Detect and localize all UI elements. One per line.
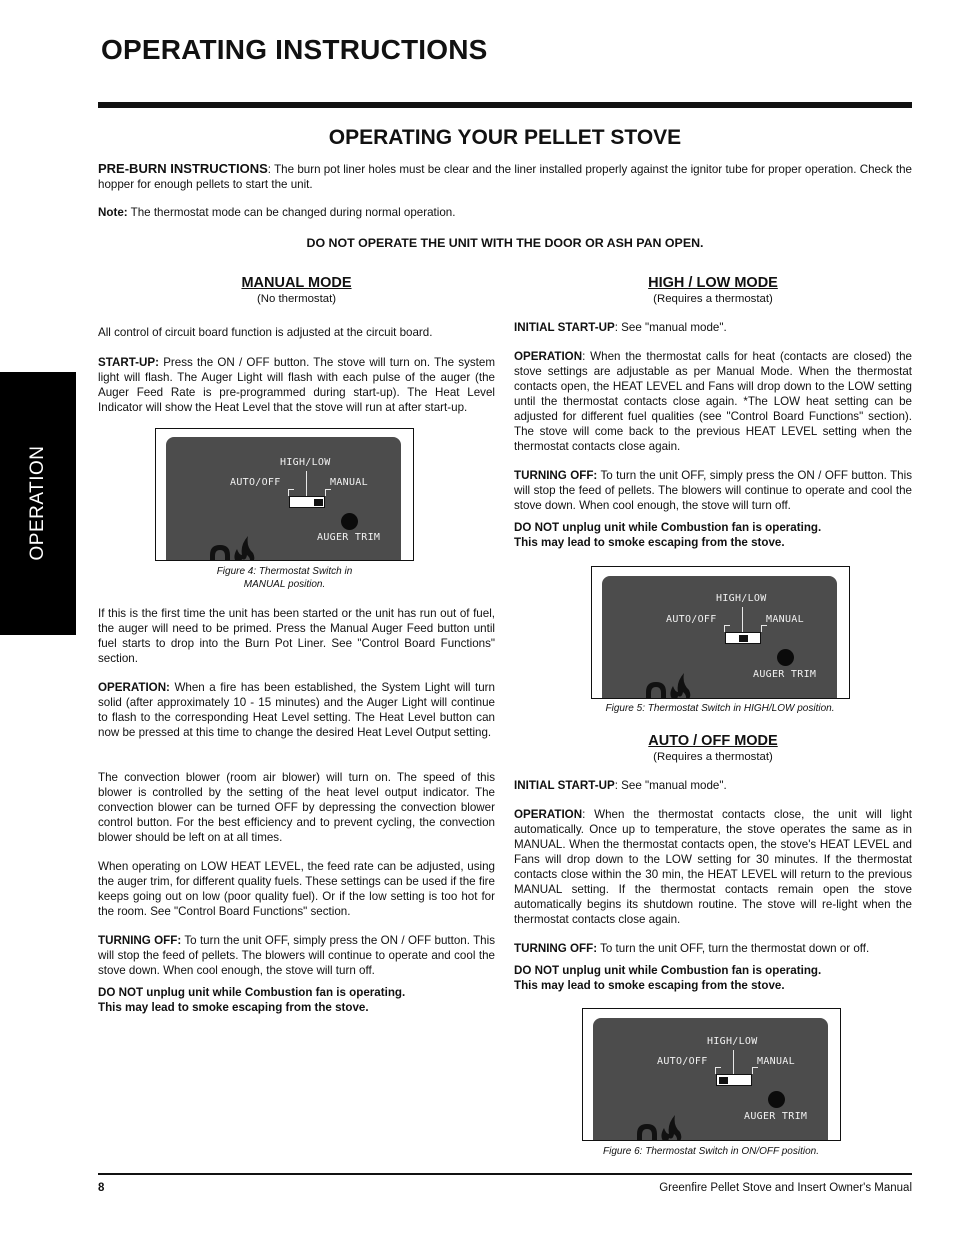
- control-panel: [593, 1018, 828, 1141]
- manual-turning-off-label: TURNING OFF:: [98, 934, 182, 947]
- flame-icon: [642, 670, 694, 699]
- section-title: OPERATING YOUR PELLET STOVE: [328, 126, 682, 149]
- high-low-turning-off-text: To turn the unit OFF, simply press the ON / OFF button. This will stop the feed of pellets. The blowers will continue to operate and cool the stove down. When cool enough, the stove will turn off.: [514, 469, 912, 512]
- side-tab: [0, 372, 76, 635]
- preburn-paragraph: [98, 161, 912, 192]
- high-low-initial-text: : See "manual mode".: [614, 321, 727, 334]
- manual-label: MANUAL: [330, 477, 368, 488]
- thermostat-switch: [725, 632, 761, 644]
- switch-knob-center: [739, 635, 748, 642]
- high-low-operation-label: OPERATION: [514, 350, 583, 363]
- auto-off-operation: [514, 807, 912, 927]
- high-low-mode-subheading: (Requires a thermostat): [653, 293, 773, 305]
- auto-off-unplug-warning: [514, 963, 912, 993]
- side-tab-label: OPERATION: [27, 445, 48, 561]
- high-low-operation-text: : When the thermostat calls for heat (contacts are closed) the stove settings are adjustable as per Manual Mode. When the thermostat contacts open, the HEAT LEVEL and Fans will drop down to the LOW setting until the thermostat contacts close again. *The LOW heat setting can be adjusted for different fuel qualities (see "Control Board Functions" section). The stove will come back to the previous HEAT LEVEL setting when the thermostat contacts close again.: [514, 350, 912, 453]
- footer-divider: [98, 1173, 912, 1175]
- high-low-turning-off: [514, 468, 912, 513]
- figure-4-caption-line2: MANUAL position.: [243, 579, 326, 590]
- auto-off-initial-label: INITIAL START-UP: [514, 779, 615, 792]
- high-low-operation: [514, 349, 912, 454]
- page-number: 8: [98, 1182, 105, 1194]
- warning-line-2: This may lead to smoke escaping from the stove.: [514, 536, 785, 549]
- auto-off-operation-text: : When the thermostat contacts close, the unit will light automatically. Once up to temperature, the stove operates the same as in MANUAL. When the thermostat contacts open, the stove's HEAT LEVEL and Fans will drop down to the LOW setting for 30 minutes. If the thermostat contacts close within the 30 min, the HEAT LEVEL will return to the previous MANUAL setting. If the thermostat contacts remain open the stove automatically begins its shutdown routine. The stove will re-light when the thermostat contacts close again.: [514, 808, 912, 926]
- note-text: The thermostat mode can be changed during normal operation.: [127, 206, 456, 219]
- auto-off-mode-heading: AUTO / OFF MODE: [648, 733, 778, 749]
- manual-operation-label: OPERATION:: [98, 681, 170, 694]
- title-divider: [98, 102, 912, 108]
- page-title: OPERATING INSTRUCTIONS: [101, 34, 488, 65]
- auto-off-operation-label: OPERATION: [514, 808, 583, 821]
- auto-off-label: AUTO/OFF: [657, 1056, 708, 1067]
- auger-trim-label: AUGER TRIM: [317, 532, 381, 543]
- manual-label: MANUAL: [766, 614, 804, 625]
- manual-mode-heading: MANUAL MODE: [241, 275, 352, 291]
- high-low-turning-off-label: TURNING OFF:: [514, 469, 598, 482]
- figure-4-image: [155, 428, 414, 561]
- manual-low-heat: When operating on LOW HEAT LEVEL, the feed rate can be adjusted, using the auger trim, for different quality fuels. These settings can be used if the fire keeps going out on low (poor quality fuel). Or if the low setting is too hot for the room. See "Control Board Functions" section.: [98, 860, 495, 918]
- high-low-mode-header: [514, 275, 912, 306]
- figure-5-image: [591, 566, 850, 699]
- auto-off-initial-startup: [514, 778, 912, 793]
- high-low-initial-label: INITIAL START-UP: [514, 321, 615, 334]
- warning-line-1: DO NOT unplug unit while Combustion fan is operating.: [514, 964, 822, 977]
- manual-convection: The convection blower (room air blower) will turn on. The speed of this blower is controlled by the setting of the heat level output indicator. The convection blower can be turned OFF by depressing the convection blower control button. For the best efficiency and to prevent cycling, the convection blower should be left on at all times.: [98, 771, 495, 844]
- warning-line-2: This may lead to smoke escaping from the stove.: [514, 979, 785, 992]
- manual-prime: If this is the first time the unit has been started or the unit has run out of fuel, the auger will need to be primed. Press the Manual Auger Feed button until fuel starts to drop into the Burn Pot Liner. See "Control Board Functions" section.: [98, 607, 495, 665]
- switch-knob-manual: [314, 499, 323, 506]
- manual-unplug-warning: [98, 985, 495, 1015]
- switch-knob-left: [719, 1077, 728, 1084]
- manual-startup-label: START-UP:: [98, 356, 159, 369]
- warning-line-2: This may lead to smoke escaping from the stove.: [98, 1001, 369, 1014]
- auger-trim-label: AUGER TRIM: [744, 1111, 808, 1122]
- flame-icon: [633, 1112, 685, 1141]
- auger-trim-knob: [341, 513, 358, 530]
- flame-icon: [206, 533, 258, 561]
- manual-mode-subheading: (No thermostat): [256, 293, 337, 305]
- auger-trim-knob: [768, 1091, 785, 1108]
- auto-off-initial-text: : See "manual mode".: [614, 779, 727, 792]
- auto-off-mode-subheading: (Requires a thermostat): [653, 751, 773, 763]
- preburn-label: PRE-BURN INSTRUCTIONS: [98, 161, 268, 176]
- high-low-label: HIGH/LOW: [716, 593, 767, 604]
- manual-intro: All control of circuit board function is adjusted at the circuit board.: [98, 326, 433, 339]
- control-panel: [602, 576, 837, 699]
- manual-mode-header: [98, 275, 495, 306]
- auto-off-label: AUTO/OFF: [666, 614, 717, 625]
- high-low-unplug-warning: [514, 520, 912, 550]
- manual-title: Greenfire Pellet Stove and Insert Owner's Manual: [659, 1182, 912, 1194]
- auger-trim-label: AUGER TRIM: [753, 669, 817, 680]
- thermostat-switch: [716, 1074, 752, 1086]
- high-low-initial-startup: [514, 320, 912, 335]
- manual-operation: [98, 680, 495, 740]
- control-panel: [166, 437, 401, 561]
- door-warning: DO NOT OPERATE THE UNIT WITH THE DOOR OR ASH PAN OPEN.: [306, 236, 704, 250]
- preburn-text: : The burn pot liner holes must be clear and the liner installed properly against the ignitor tube for proper operation. Check the hopper for enough pellets to start the unit.: [98, 163, 912, 191]
- thermostat-switch: [289, 496, 325, 508]
- figure-5-caption: Figure 5: Thermostat Switch in HIGH/LOW position.: [605, 703, 835, 714]
- high-low-label: HIGH/LOW: [280, 457, 331, 468]
- auto-off-turning-off-text: To turn the unit OFF, turn the thermostat down or off.: [597, 942, 870, 955]
- auto-off-mode-header: [514, 733, 912, 764]
- figure-4-caption-line1: Figure 4: Thermostat Switch in: [216, 566, 353, 577]
- auto-off-label: AUTO/OFF: [230, 477, 281, 488]
- figure-4-caption: [155, 565, 414, 591]
- manual-label: MANUAL: [757, 1056, 795, 1067]
- manual-turning-off: [98, 933, 495, 978]
- note-paragraph: [98, 205, 912, 220]
- note-label: Note:: [98, 206, 128, 219]
- warning-line-1: DO NOT unplug unit while Combustion fan is operating.: [98, 986, 406, 999]
- warning-line-1: DO NOT unplug unit while Combustion fan is operating.: [514, 521, 822, 534]
- high-low-mode-heading: HIGH / LOW MODE: [648, 275, 778, 291]
- auto-off-turning-off-label: TURNING OFF:: [514, 942, 598, 955]
- manual-turning-off-text: To turn the unit OFF, simply press the ON / OFF button. This will stop the feed of pellets. The blowers will continue to operate and cool the stove down. When cool enough, the stove will turn off.: [98, 934, 496, 977]
- auger-trim-knob: [777, 649, 794, 666]
- manual-operation-text: When a fire has been established, the System Light will turn solid (after approximately 10 - 15 minutes) and the Auger Light will continue to flash to the corresponding Heat Level setting. The Heat Level button can now be pressed at this time to change the desired Heat Level Output setting.: [98, 681, 495, 739]
- high-low-label: HIGH/LOW: [707, 1036, 758, 1047]
- auto-off-turning-off: [514, 941, 912, 956]
- figure-6-image: [582, 1008, 841, 1141]
- manual-startup-text: Press the ON / OFF button. The stove will turn on. The system light will flash. The Auger Light will flash with each pulse of the auger (the Auger Feed Rate is pre-programmed during start-up). The Heat Level Indicator will show the Heat Level that the stove will run at after start-up.: [98, 356, 495, 414]
- figure-6-caption: Figure 6: Thermostat Switch in ON/OFF position.: [602, 1146, 819, 1157]
- manual-startup: [98, 355, 495, 415]
